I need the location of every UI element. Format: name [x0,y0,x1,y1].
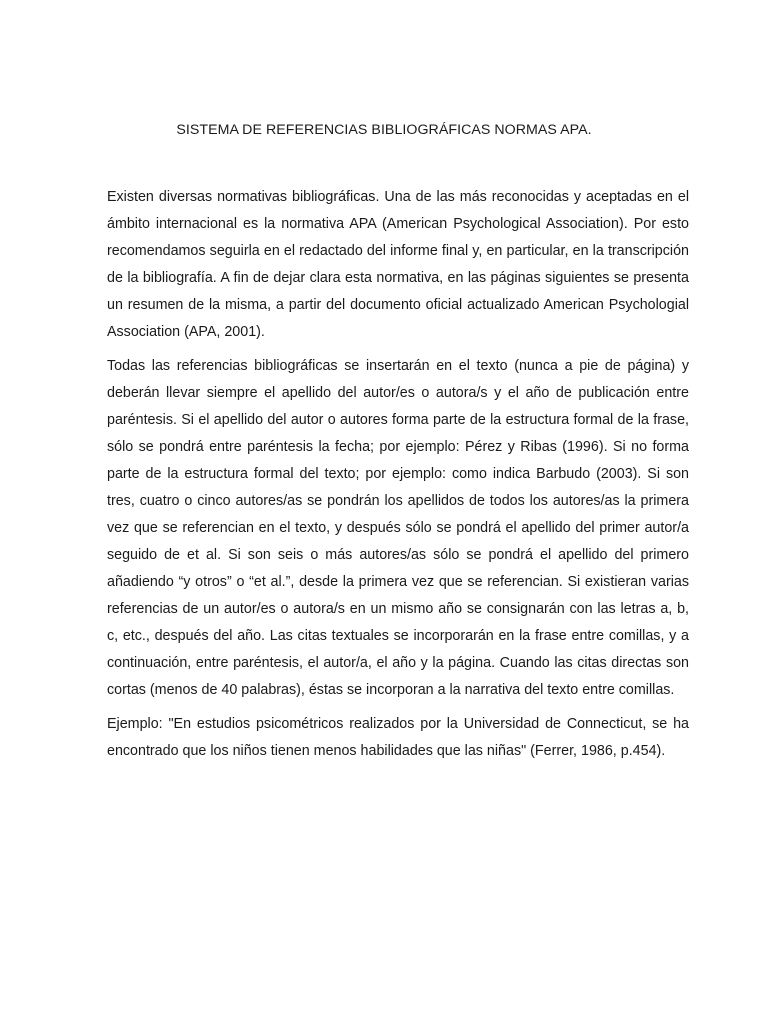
document-title: SISTEMA DE REFERENCIAS BIBLIOGRÁFICAS NORMAS APA. [176,122,592,138]
paragraph-introduction: Existen diversas normativas bibliográficas. Una de las más reconocidas y aceptadas en el ámbito internacional es la normativa APA (American Psychological Association). Por esto recomendamos seguirla en el redactado del informe final y, en particular, en la transcripción de la bibliografía. A fin de dejar clara esta normativa, en las páginas siguientes se presenta un resumen de la misma, a partir del documento oficial actualizado American Psychologial Association (APA, 2001). [107,189,689,340]
paragraph-citation-rules: Todas las referencias bibliográficas se insertarán en el texto (nunca a pie de página) y deberán llevar siempre el apellido del autor/es o autora/s y el año de publicación entre paréntesis. Si el apellido del autor o autores forma parte de la estructura formal de la frase, sólo se pondrá entre paréntesis la fecha; por ejemplo: Pérez y Ribas (1996). Si no forma parte de la estructura formal del texto; por ejemplo: como indica Barbudo (2003). Si son tres, cuatro o cinco autores/as se pondrán los apellidos de todos los autores/as la primera vez que se referencian en el texto, y después sólo se pondrá el apellido del primer autor/a seguido de et al. Si son seis o más autores/as sólo se pondrá el apellido del primero añadiendo “y otros” o “et al.”, desde la primera vez que se referencian. Si existieran varias referencias de un autor/es o autora/s en un mismo año se consignarán con las letras a, b, c, etc., después del año. Las citas textuales se incorporarán en la frase entre comillas, y a continuación, entre paréntesis, el autor/a, el año y la página. Cuando las citas directas son cortas (menos de 40 palabras), éstas se incorporan a la narrativa del texto entre comillas. [107,358,689,698]
document-body [107,184,689,772]
paragraph-example: Ejemplo: "En estudios psicométricos realizados por la Universidad de Connecticut, se ha encontrado que los niños tienen menos habilidades que las niñas" (Ferrer, 1986, p.454). [107,716,689,759]
